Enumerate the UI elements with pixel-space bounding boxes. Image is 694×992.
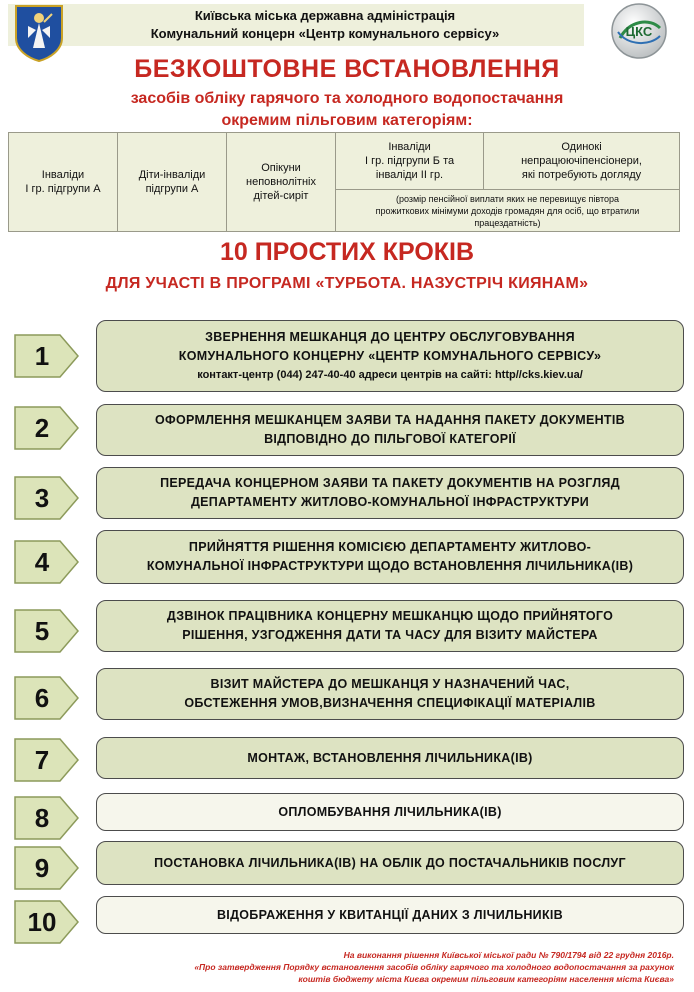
step-text: ПОСТАНОВКА ЛІЧИЛЬНИКА(ІВ) НА ОБЛІК ДО ПОСТАЧАЛЬНИКІВ ПОСЛУГ xyxy=(154,855,626,870)
step-box xyxy=(96,320,684,392)
step-text: ВІЗИТ МАЙСТЕРА ДО МЕШКАНЦЯ У НАЗНАЧЕНИЙ ЧАС, xyxy=(210,677,570,691)
step-text: ВІДПОВІДНО ДО ПІЛЬГОВОЇ КАТЕГОРІЇ xyxy=(264,432,516,446)
step-number-arrow xyxy=(14,609,80,653)
step-number: 1 xyxy=(34,340,50,371)
footer-decision-title-1: «Про затвердження Порядку встановлення засобів обліку гарячого та холодного водопостачання за рахунок xyxy=(194,962,674,972)
cks-logo-text: ЦКС xyxy=(625,24,653,39)
step-text: ЗВЕРНЕННЯ МЕШКАНЦЯ ДО ЦЕНТРУ ОБСЛУГОВУВАННЯ xyxy=(205,329,575,344)
step-number-arrow xyxy=(14,900,80,944)
step-box xyxy=(96,841,684,885)
step-number: 6 xyxy=(34,682,50,713)
step-number-arrow xyxy=(14,796,80,840)
page-title: БЕЗКОШТОВНЕ ВСТАНОВЛЕННЯ xyxy=(134,55,560,83)
step-text: ДЗВІНОК ПРАЦІВНИКА КОНЦЕРНУ МЕШКАНЦЮ ЩОДО ПРИЙНЯТОГО xyxy=(166,609,614,623)
step-number-arrow xyxy=(14,846,80,890)
category-cell xyxy=(9,133,118,232)
step-number-arrow xyxy=(14,476,80,520)
step-number-arrow xyxy=(14,540,80,584)
step-box xyxy=(96,530,684,584)
step-number: 4 xyxy=(34,546,50,577)
steps-subtitle: ДЛЯ УЧАСТІ В ПРОГРАМІ «ТУРБОТА. НАЗУСТРІЧ КИЯНАМ» xyxy=(105,275,589,292)
step-number: 5 xyxy=(34,615,50,646)
step-text: ОПЛОМБУВАННЯ ЛІЧИЛЬНИКА(ІВ) xyxy=(278,804,502,819)
category-cell xyxy=(484,133,680,190)
step-text: ВІДОБРАЖЕННЯ У КВИТАНЦІЇ ДАНИХ З ЛІЧИЛЬНИКІВ xyxy=(216,907,563,922)
category-label: Опікуни неповнолітніх дітей-сиріт xyxy=(246,162,316,202)
step-number-arrow xyxy=(14,676,80,720)
category-cell xyxy=(227,133,336,232)
step-number: 10 xyxy=(27,906,57,937)
step-number: 8 xyxy=(34,802,50,833)
category-note-cell xyxy=(336,190,680,232)
kyiv-coat-of-arms-icon xyxy=(14,4,64,62)
category-note: (розмір пенсійної виплати яких не перевищує півтора прожиткових мінімуми доходів громадян для осіб, що втратили працездатність) xyxy=(375,193,640,228)
step-box xyxy=(96,793,684,831)
step-number: 9 xyxy=(34,852,50,883)
category-label: Одинокі непрацюючіпенсіонери, які потребують догляду xyxy=(521,141,642,181)
step-text: МОНТАЖ, ВСТАНОВЛЕННЯ ЛІЧИЛЬНИКА(ІВ) xyxy=(247,750,533,765)
step-text: ПРИЙНЯТТЯ РІШЕННЯ КОМІСІЄЮ ДЕПАРТАМЕНТУ ЖИТЛОВО- xyxy=(188,540,592,554)
step-number: 3 xyxy=(34,482,50,513)
categories-table xyxy=(8,132,680,232)
footer-decision-title-2: коштів бюджету міста Києва окремим пільговим категоріям населення міста Києва» xyxy=(298,974,674,984)
step-text: ДЕПАРТАМЕНТУ ЖИТЛОВО-КОМУНАЛЬНОЇ ІНФРАСТРУКТУРИ xyxy=(190,495,590,509)
category-label: Діти-інваліди підгрупи А xyxy=(138,169,206,195)
step-number-arrow xyxy=(14,334,80,378)
step-box xyxy=(96,467,684,519)
org-name-concern: Комунальний концерн «Центр комунального сервісу» xyxy=(150,26,500,41)
step-box xyxy=(96,737,684,779)
step-contact-text: контакт-центр (044) 247-40-40 адреси центрів на сайті: http//cks.kiev.ua/ xyxy=(197,368,583,381)
cks-logo-icon xyxy=(610,2,668,60)
step-text: РІШЕННЯ, УЗГОДЖЕННЯ ДАТИ ТА ЧАСУ ДЛЯ ВІЗИТУ МАЙСТЕРА xyxy=(182,628,598,642)
page-subtitle-1: засобів обліку гарячого та холодного водопостачання xyxy=(130,90,564,107)
step-text: ОБСТЕЖЕННЯ УМОВ,ВИЗНАЧЕННЯ СПЕЦИФІКАЦІЇ МАТЕРІАЛІВ xyxy=(184,696,596,710)
category-label: Інваліди I гр. підгрупи А xyxy=(25,169,101,195)
step-box xyxy=(96,600,684,652)
step-number-arrow xyxy=(14,406,80,450)
step-number: 2 xyxy=(34,412,50,443)
org-name-city-administration: Київська міська державна адміністрація xyxy=(194,8,456,23)
step-text: КОМУНАЛЬНОГО КОНЦЕРНУ «ЦЕНТР КОМУНАЛЬНОГО СЕРВІСУ» xyxy=(178,348,602,363)
steps-title: 10 ПРОСТИХ КРОКІВ xyxy=(219,238,475,266)
step-box xyxy=(96,404,684,456)
step-number: 7 xyxy=(34,744,50,775)
step-text: ОФОРМЛЕННЯ МЕШКАНЦЕМ ЗАЯВИ ТА НАДАННЯ ПАКЕТУ ДОКУМЕНТІВ xyxy=(155,413,625,427)
category-cell xyxy=(336,133,484,190)
step-box xyxy=(96,896,684,934)
page-subtitle-2: окремим пільговим категоріям: xyxy=(221,112,473,129)
step-box xyxy=(96,668,684,720)
category-label: Інваліди I гр. підгрупи Б та інваліди II гр. xyxy=(364,141,455,181)
step-number-arrow xyxy=(14,738,80,782)
category-cell xyxy=(118,133,227,232)
step-text: КОМУНАЛЬНОЇ ІНФРАСТРУКТУРИ ЩОДО ВСТАНОВЛЕННЯ ЛІЧИЛЬНИКА(ІВ) xyxy=(146,559,634,573)
footer-decision-ref: На виконання рішення Київської міської ради № 790/1794 від 22 грудня 2016р. xyxy=(343,950,674,960)
step-text: ПЕРЕДАЧА КОНЦЕРНОМ ЗАЯВИ ТА ПАКЕТУ ДОКУМЕНТІВ НА РОЗГЛЯД xyxy=(160,476,620,490)
